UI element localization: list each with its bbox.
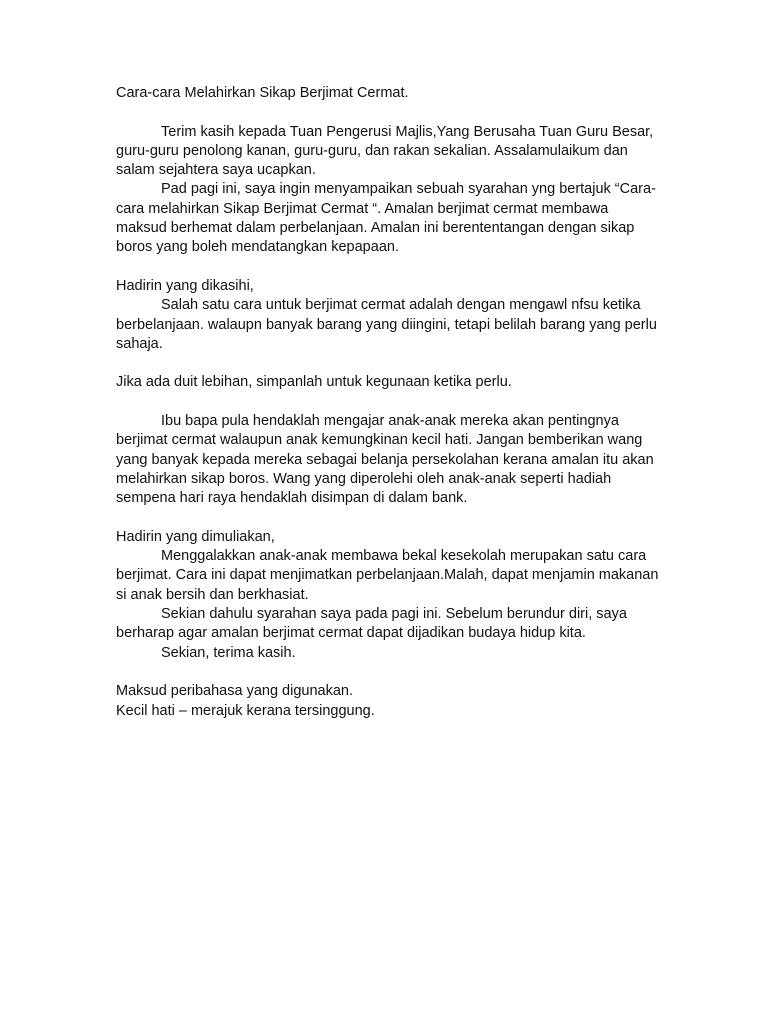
point-four-paragraph: Menggalakkan anak-anak membawa bekal kesekolah merupakan satu cara berjimat. Cara ini dapat menjimatkan perbelanjaan.Malah, dapat menjamin makanan si anak bersih dan berkhasiat. — [116, 548, 663, 603]
point-two-paragraph: Jika ada duit lebihan, simpanlah untuk kegunaan ketika perlu. — [116, 374, 512, 391]
blank-line — [116, 663, 661, 682]
peribahasa-meaning: Kecil hati – merajuk kerana tersinggung. — [116, 702, 375, 719]
document-body — [116, 84, 665, 721]
point-three-paragraph: Ibu bapa pula hendaklah mengajar anak-anak mereka akan pentingnya berjimat cermat walaupun anak kemungkinan kecil hati. Jangan bemberikan wang yang banyak kepada mereka sebagai belanja persekolahan kerana amalan itu akan melahirkan sikap boros. Wang yang diperolehi oleh anak-anak seperti hadiah sempena hari raya hendaklah disimpan di dalam bank. — [116, 413, 658, 507]
peribahasa-heading: Maksud peribahasa yang digunakan. — [116, 683, 353, 700]
thanks-line: Sekian, terima kasih. — [161, 644, 296, 661]
greeting-dikasihi: Hadirin yang dikasihi, — [116, 277, 254, 294]
blank-line — [116, 509, 661, 528]
blank-line — [116, 103, 661, 122]
closing-paragraph: Sekian dahulu syarahan saya pada pagi ini. Sebelum berundur diri, saya berharap agar amalan berjimat cermat dapat dijadikan budaya hidup kita. — [116, 606, 631, 642]
blank-line — [116, 258, 661, 277]
document-title: Cara-cara Melahirkan Sikap Berjimat Cermat. — [116, 85, 409, 101]
blank-line — [116, 354, 661, 373]
point-one-paragraph: Salah satu cara untuk berjimat cermat adalah dengan mengawl nfsu ketika berbelanjaan. walaupn banyak barang yang diingini, tetapi belilah barang yang perlu sahaja. — [116, 297, 665, 352]
intro-paragraph: Pad pagi ini, saya ingin menyampaikan sebuah syarahan yng bertajuk “Cara-cara melahirkan Sikap Berjimat Cermat “. Amalan berjimat cermat membawa maksud berhemat dalam perbelanjaan. Amalan ini berententangan dengan sikap boros yang boleh mendatangkan kepapaan. — [116, 181, 656, 256]
opening-paragraph: Terim kasih kepada Tuan Pengerusi Majlis,Yang Berusaha Tuan Guru Besar, guru-guru penolong kanan, guru-guru, dan rakan sekalian. Assalamulaikum dan salam sejahtera saya ucapkan. — [116, 123, 658, 179]
greeting-dimuliakan: Hadirin yang dimuliakan, — [116, 528, 275, 545]
blank-line — [116, 393, 661, 412]
